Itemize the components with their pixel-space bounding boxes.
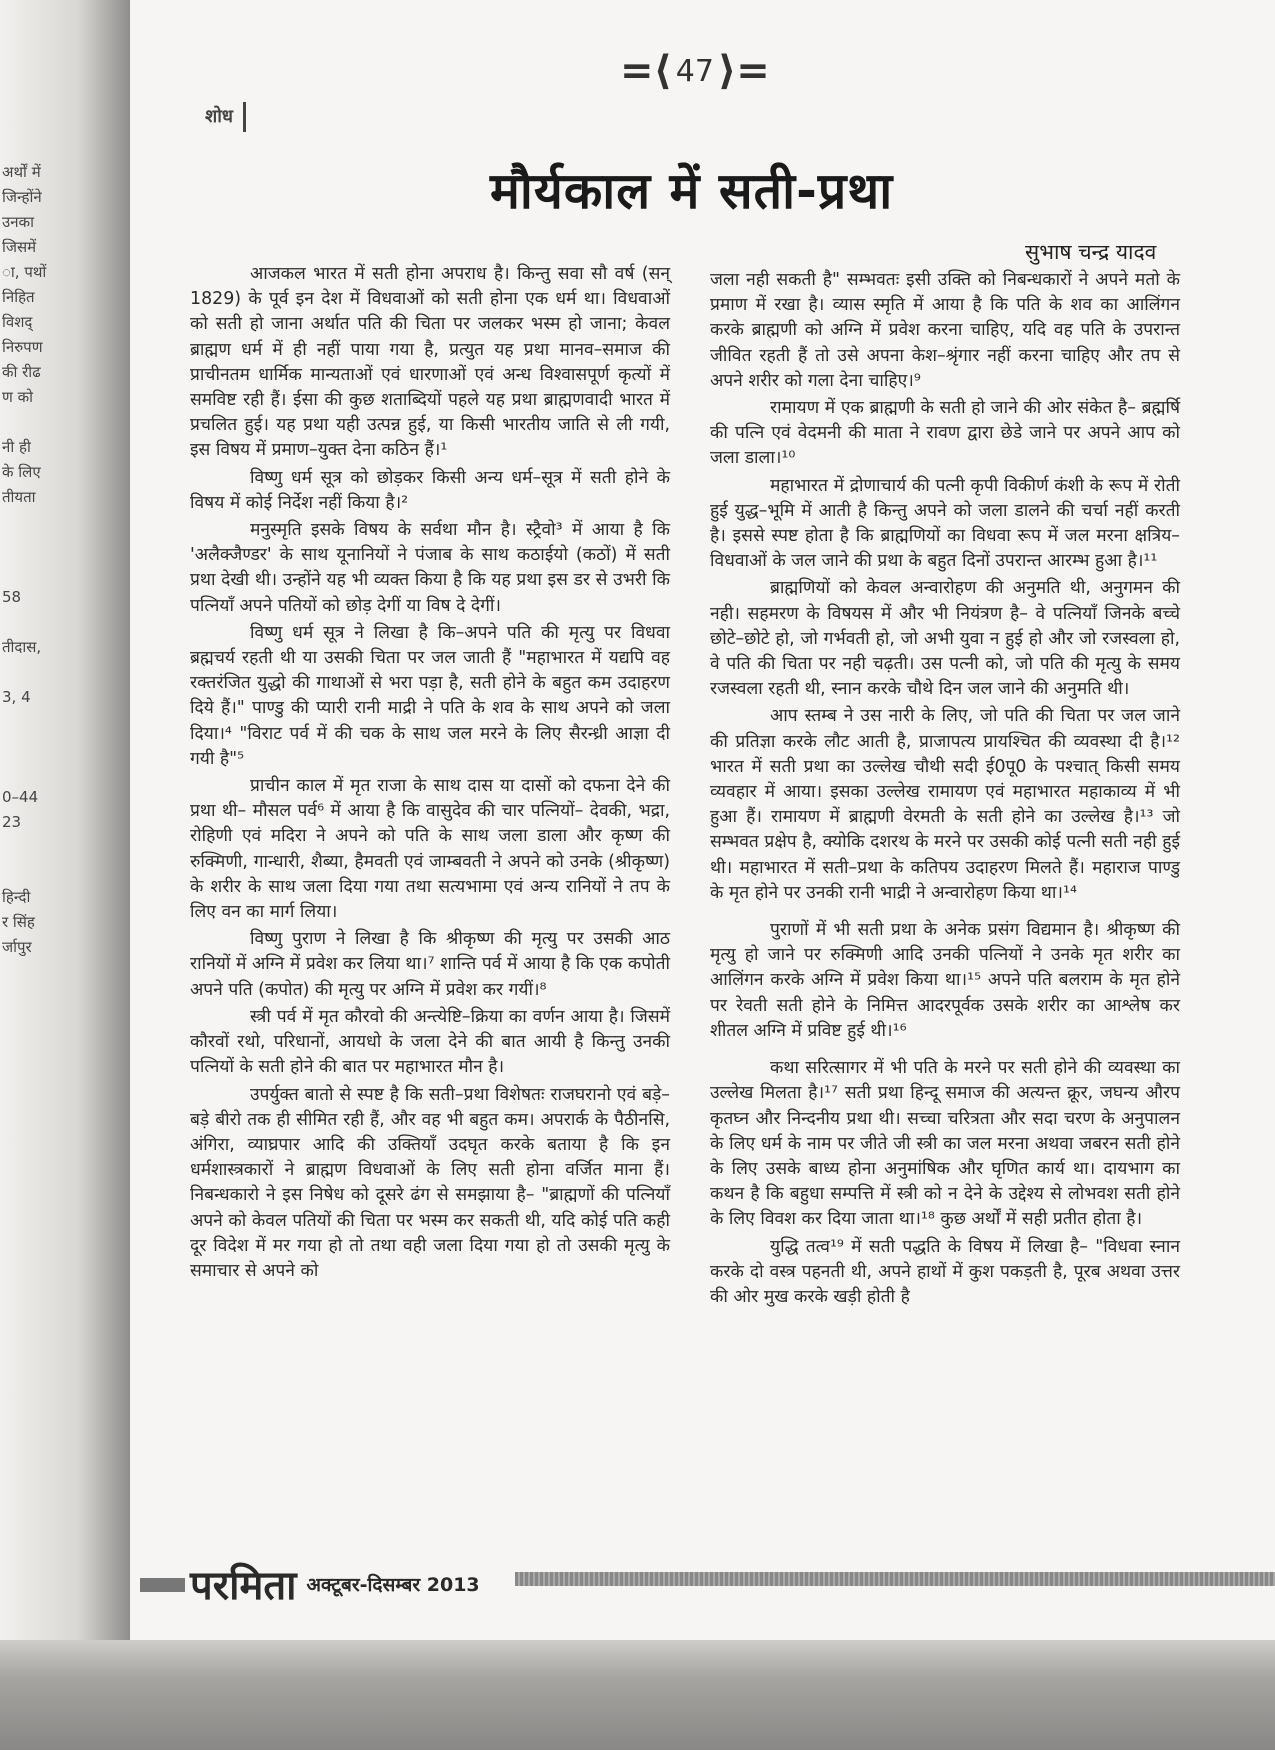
paragraph: महाभारत में द्रोणाचार्य की पत्नी कृपी विकीर्ण कंशी के रूप में रोती हुई युद्ध–भूमि में आती है किन्तु अपने को जला डालने की चर्चा नहीं करती है। इससे स्पष्ट होता है कि ब्राह्मणियों का विधवा रूप में जल मरना क्षत्रिय–विधवाओं के जल जाने की प्रथा के बहुत दिनों उपरान्त आरम्भ हुआ है।¹¹	[710, 475, 1180, 572]
prev-page-fragment: विशद्	[2, 313, 33, 331]
article-title: मौर्यकाल में सती-प्रथा	[490, 162, 894, 220]
paragraph: विष्णु पुराण ने लिखा है कि श्रीकृष्ण की मृत्यु पर उसकी आठ रानियों में अग्नि में प्रवेश कर लिया था।⁷ शान्ति पर्व में आया है कि एक कपोती अपने पति (कपोत) की मृत्यु पर अग्नि में प्रवेश कर गयीं।⁸	[190, 929, 670, 1000]
page-number: 47	[675, 53, 714, 89]
paragraph: विष्णु धर्म सूत्र को छोड़कर किसी अन्य धर्म–सूत्र में सती होने के विषय में कोई निर्देश नहीं किया है।²	[190, 467, 670, 513]
prev-page-fragment: र्जापुर	[2, 938, 32, 956]
prev-page-fragment	[2, 535, 66, 560]
prev-page-fragment: 58	[2, 588, 22, 606]
prev-page-fragment	[2, 710, 66, 735]
paragraph: मनुस्मृति इसके विषय के सर्वथा मौन है। स्ट्रैवो³ में आया है कि 'अलैक्जैण्डर' के साथ यूनानियों ने पंजाब के साथ कठाईयो (कठों) में सती प्रथा देखी थी। उन्होंने यह भी व्यक्त किया है कि यह प्रथा इस डर से उभरी कि पत्नियाँ अपने पतियों को छोड़ देगीं या विष दे देगीं।	[190, 520, 670, 616]
footer-rule	[515, 1572, 1275, 1586]
prev-page-fragment	[2, 410, 66, 435]
section-label: शोध	[205, 102, 246, 132]
prev-page-fragment	[2, 510, 66, 535]
paragraph: कथा सरित्सागर में भी पति के मरने पर सती होने की व्यवस्था का उल्लेख मिलता है।¹⁷ सती प्रथा हिन्दू समाज की अत्यन्त क्रूर, जघन्य औरप कृतघ्न और निन्दनीय प्रथा थी। सच्चा चरित्रता और सदा चरण के अनुपालन के लिए धर्म के नाम पर जीते जी स्त्री का जल मरना अथवा जबरन सती होने के लिए उसके बाध्य होना अनुमांषिक और घृणित कार्य था। दायभाग का कथन है कि बहुधा सम्पत्ति में स्त्री को न देने के उद्देश्य से लोभवश सती होने के लिए विवश कर दिया जाता था।¹⁸ कुछ अर्थों में सही प्रतीत होता है।	[710, 1058, 1180, 1230]
left-column	[190, 262, 670, 1286]
prev-page-fragment: 3, 4	[2, 688, 31, 706]
magazine-name: परमिता	[190, 1563, 297, 1609]
prev-page-fragment: 23	[2, 813, 22, 831]
prev-page-fragment: र सिंह	[2, 913, 35, 931]
prev-page-fragment: नी ही	[2, 438, 31, 456]
footer-left-rule	[140, 1578, 185, 1592]
prev-page-fragment: जिसमें	[2, 238, 37, 256]
prev-page-fragment: ण को	[2, 388, 34, 406]
scan-bottom-edge	[0, 1640, 1275, 1750]
prev-page-fragment: तीयता	[2, 488, 36, 506]
prev-page-fragment	[2, 610, 66, 635]
prev-page-fragment	[2, 660, 66, 685]
paragraph: जला नही सकती है" सम्भवतः इसी उक्ति को निबन्धकारों ने अपने मतो के प्रमाण में रखा है। व्यास स्मृति में आया है कि पति के शव का आलिंगन करके ब्राह्मणी को अग्नि में प्रवेश करना चाहिए, यदि वह पति के उपरान्त जीवित रहती हैं तो उसे अपना केश–श्रृंगार नहीं करना चाहिए और तप से अपने शरीर को गला देना चाहिए।⁹	[710, 270, 1180, 391]
issue-date: अक्टूबर-दिसम्बर 2013	[306, 1573, 480, 1596]
prev-page-fragment: हिन्दी	[2, 888, 31, 906]
prev-page-fragment: उनका	[2, 213, 34, 231]
prev-page-fragment: अर्थों में	[2, 163, 41, 181]
paragraph: ब्राह्मणियों को केवल अन्वारोहण की अनुमति थी, अनुगमन की नही। सहमरण के विषयस में और भी नियंत्रण है– वे पत्नियाँ जिनके बच्चे छोटे–छोटे हो, जो गर्भवती हो, जो अभी युवा न हुई हो और जो रजस्वला हो, वे पति की चिता पर नही चढ़ती। उस पत्नी को, जो पति की मृत्यु के समय रजस्वला रहती थी, स्नान करके चौथे दिन जल जाने की अनुमति थी।	[710, 578, 1180, 700]
paragraph: उपर्युक्त बातो से स्पष्ट है कि सती–प्रथा विशेषतः राजघरानो एवं बड़े–बड़े बीरो तक ही सीमित रही हैं, और वह भी बहुत कम। अपरार्क के पैठीनसि, अंगिरा, व्याघ्रपार आदि की उक्तियाँ उदघृत करके बताया है कि इन धर्मशास्त्रकारों ने ब्राह्मण विधवाओं के लिए सती होना वर्जित माना हैं। निबन्धकारो ने इस निषेध को दूसरे ढंग से समझाया है– "ब्राह्मणों की पत्नियाँ अपने को केवल पतियों की चिता पर भस्म कर सकती थी, यदि कोई पति कही दूर विदेश में मर गया हो तो तथा वही जला दिया गया हो तो उसकी मृत्यु के समाचार से अपने को	[190, 1084, 671, 1281]
paragraph: रामायण में एक ब्राह्मणी के सती हो जाने की ओर संकेत है– ब्रह्मर्षि की पत्नि एवं वेदमनी की माता ने रावण द्वारा छेडे जाने पर अपने आप को जला डाला।¹⁰	[710, 398, 1180, 469]
paragraph: युद्धि तत्व¹⁹ में सती पद्धति के विषय में लिखा है– "विधवा स्नान करके दो वस्त्र पहनती थी, अपने हाथों में कुश पकड़ती है, पूरब अथवा उत्तर की ओर मुख करके खड़ी होती है	[710, 1236, 1180, 1307]
prev-page-fragment: के लिए	[2, 463, 41, 481]
page-number-ornament	[620, 48, 770, 94]
paragraph: स्त्री पर्व में मृत कौरवो की अन्त्येष्टि–क्रिया का वर्णन आया है। जिसमें कौरवों रथो, परिधानों, आयधो के जला देने की बात आयी है किन्तु उनकी पत्नियों के सती होने की बात पर महाभारत मौन है।	[190, 1006, 670, 1078]
prev-page-fragment: ा, पथों	[2, 263, 47, 281]
paragraph: आजकल भारत में सती होना अपराध है। किन्तु सवा सौ वर्ष (सन् 1829) के पूर्व इन देश में विधवाओं को सती होना एक धर्म था। विधवाओं को सती हो जाना अर्थात पति की चिता पर जलकर भस्म हो जाना; केवल ब्राह्मण धर्म में ही नहीं पाया गया है, प्रत्युत यह प्रथा मानव–समाज की प्राचीनतम धार्मिक मान्यताओं एवं धारणाओं एवं अन्ध विश्वासपूर्ण कृत्यों में समविष्ट रही हैं। ईसा की कुछ शताब्दियों पहले यह प्रथा ब्राह्मणवादी भारत में प्रचलित हुई। यह प्रथा यही उत्पन्न हुई, या किसी भारतीय जाति से ली गयी, इस विषय में प्रमाण–युक्त देना कठिन हैं।¹	[190, 264, 670, 461]
paragraph: आप स्तम्ब ने उस नारी के लिए, जो पति की चिता पर जल जाने की प्रतिज्ञा करके लौट आती है, प्राजापत्य प्रायश्चित की व्यवस्था दी है।¹² भारत में सती प्रथा का उल्लेख चौथी सदी ई0पू0 के पश्चात् किसी समय व्यवहार में आया। इसका उल्लेख रामायण एवं महाभारत महाकाव्य में भी हुआ हैं। रामायण में ब्राह्मणी वेरमती के सती होने का उल्लेख है।¹³ जो सम्भवत प्रक्षेप है, क्योकि दशरथ के मरने पर उसकी कोई पत्नी सती नही हुई थी। महाभारत में सती–प्रथा के कतिपय उदाहरण मिलते हैं। महाराज पाण्डु के मृत होने पर उनकी रानी भाद्री ने अन्वारोहण किया था।¹⁴	[710, 706, 1180, 903]
right-column	[710, 268, 1180, 1312]
prev-page-fragment: निहित	[2, 288, 35, 306]
prev-page-fragment: निरुपण	[2, 338, 43, 356]
paragraph: विष्णु धर्म सूत्र ने लिखा है कि–अपने पति की मृत्यु पर विधवा ब्रह्मचर्य रहती थी या उसकी चिता पर जल जाती हैं "महाभारत में यद्यपि वह रक्तरंजित युद्धो की गाथाओं से भरा पड़ा है, सती होने के बहुत कम उदाहरण दिये हैं।" पाण्डु की प्यारी रानी माद्री ने पति के शव के साथ अपने को जला दिया।⁴ "विराट पर्व में की चक के साथ जल मरने के लिए सैरन्ध्री आज्ञा दी गयी है"⁵	[190, 622, 670, 769]
prev-page-fragment	[2, 860, 66, 885]
article-author: सुभाष चन्द्र यादव	[1025, 240, 1157, 264]
prev-page-fragment: तीदास,	[2, 638, 42, 656]
page-footer	[190, 1556, 480, 1611]
ornament-left-icon: =⟨	[620, 48, 672, 94]
paragraph: पुराणों में भी सती प्रथा के अनेक प्रसंग विद्यमान है। श्रीकृष्ण की मृत्यु हो जाने पर रुक्मिणी आदि उनकी पत्नियों ने उनके मृत शरीर का आलिंगन करके अग्नि में प्रवेश किया था।¹⁵ अपने पति बलराम के मृत होने पर रेवती सती होने के निमित्त आदरपूर्वक उसके शरीर का आश्लेष कर शीतल अग्नि में प्रविष्ट हुई थी।¹⁶	[710, 920, 1180, 1041]
ornament-right-icon: ⟩=	[717, 48, 770, 94]
previous-page-fragments	[2, 160, 66, 960]
prev-page-fragment: जिन्होंने	[2, 188, 42, 206]
prev-page-fragment: 0–44	[2, 788, 39, 806]
prev-page-fragment	[2, 760, 66, 785]
prev-page-fragment	[2, 560, 66, 585]
prev-page-fragment	[2, 835, 66, 860]
prev-page-fragment	[2, 735, 66, 760]
prev-page-fragment: की रीढ	[2, 363, 41, 381]
paragraph: प्राचीन काल में मृत राजा के साथ दास या दासों को दफना देने की प्रथा थी– मौसल पर्व⁶ में आया है कि वासुदेव की चार पत्नियों– देवकी, भद्रा, रोहिणी एवं मदिरा ने अपने को पति के साथ जला डाला और कृष्ण की रुक्मिणी, गान्धारी, शैब्या, हैमवती एवं जाम्बवती ने अपने को उनके (श्रीकृष्ण) के शरीर के साथ जला दिया गया तथा सत्यभामा एवं अन्य रानियों ने तप के लिए वन का मार्ग लिया।	[190, 776, 670, 923]
